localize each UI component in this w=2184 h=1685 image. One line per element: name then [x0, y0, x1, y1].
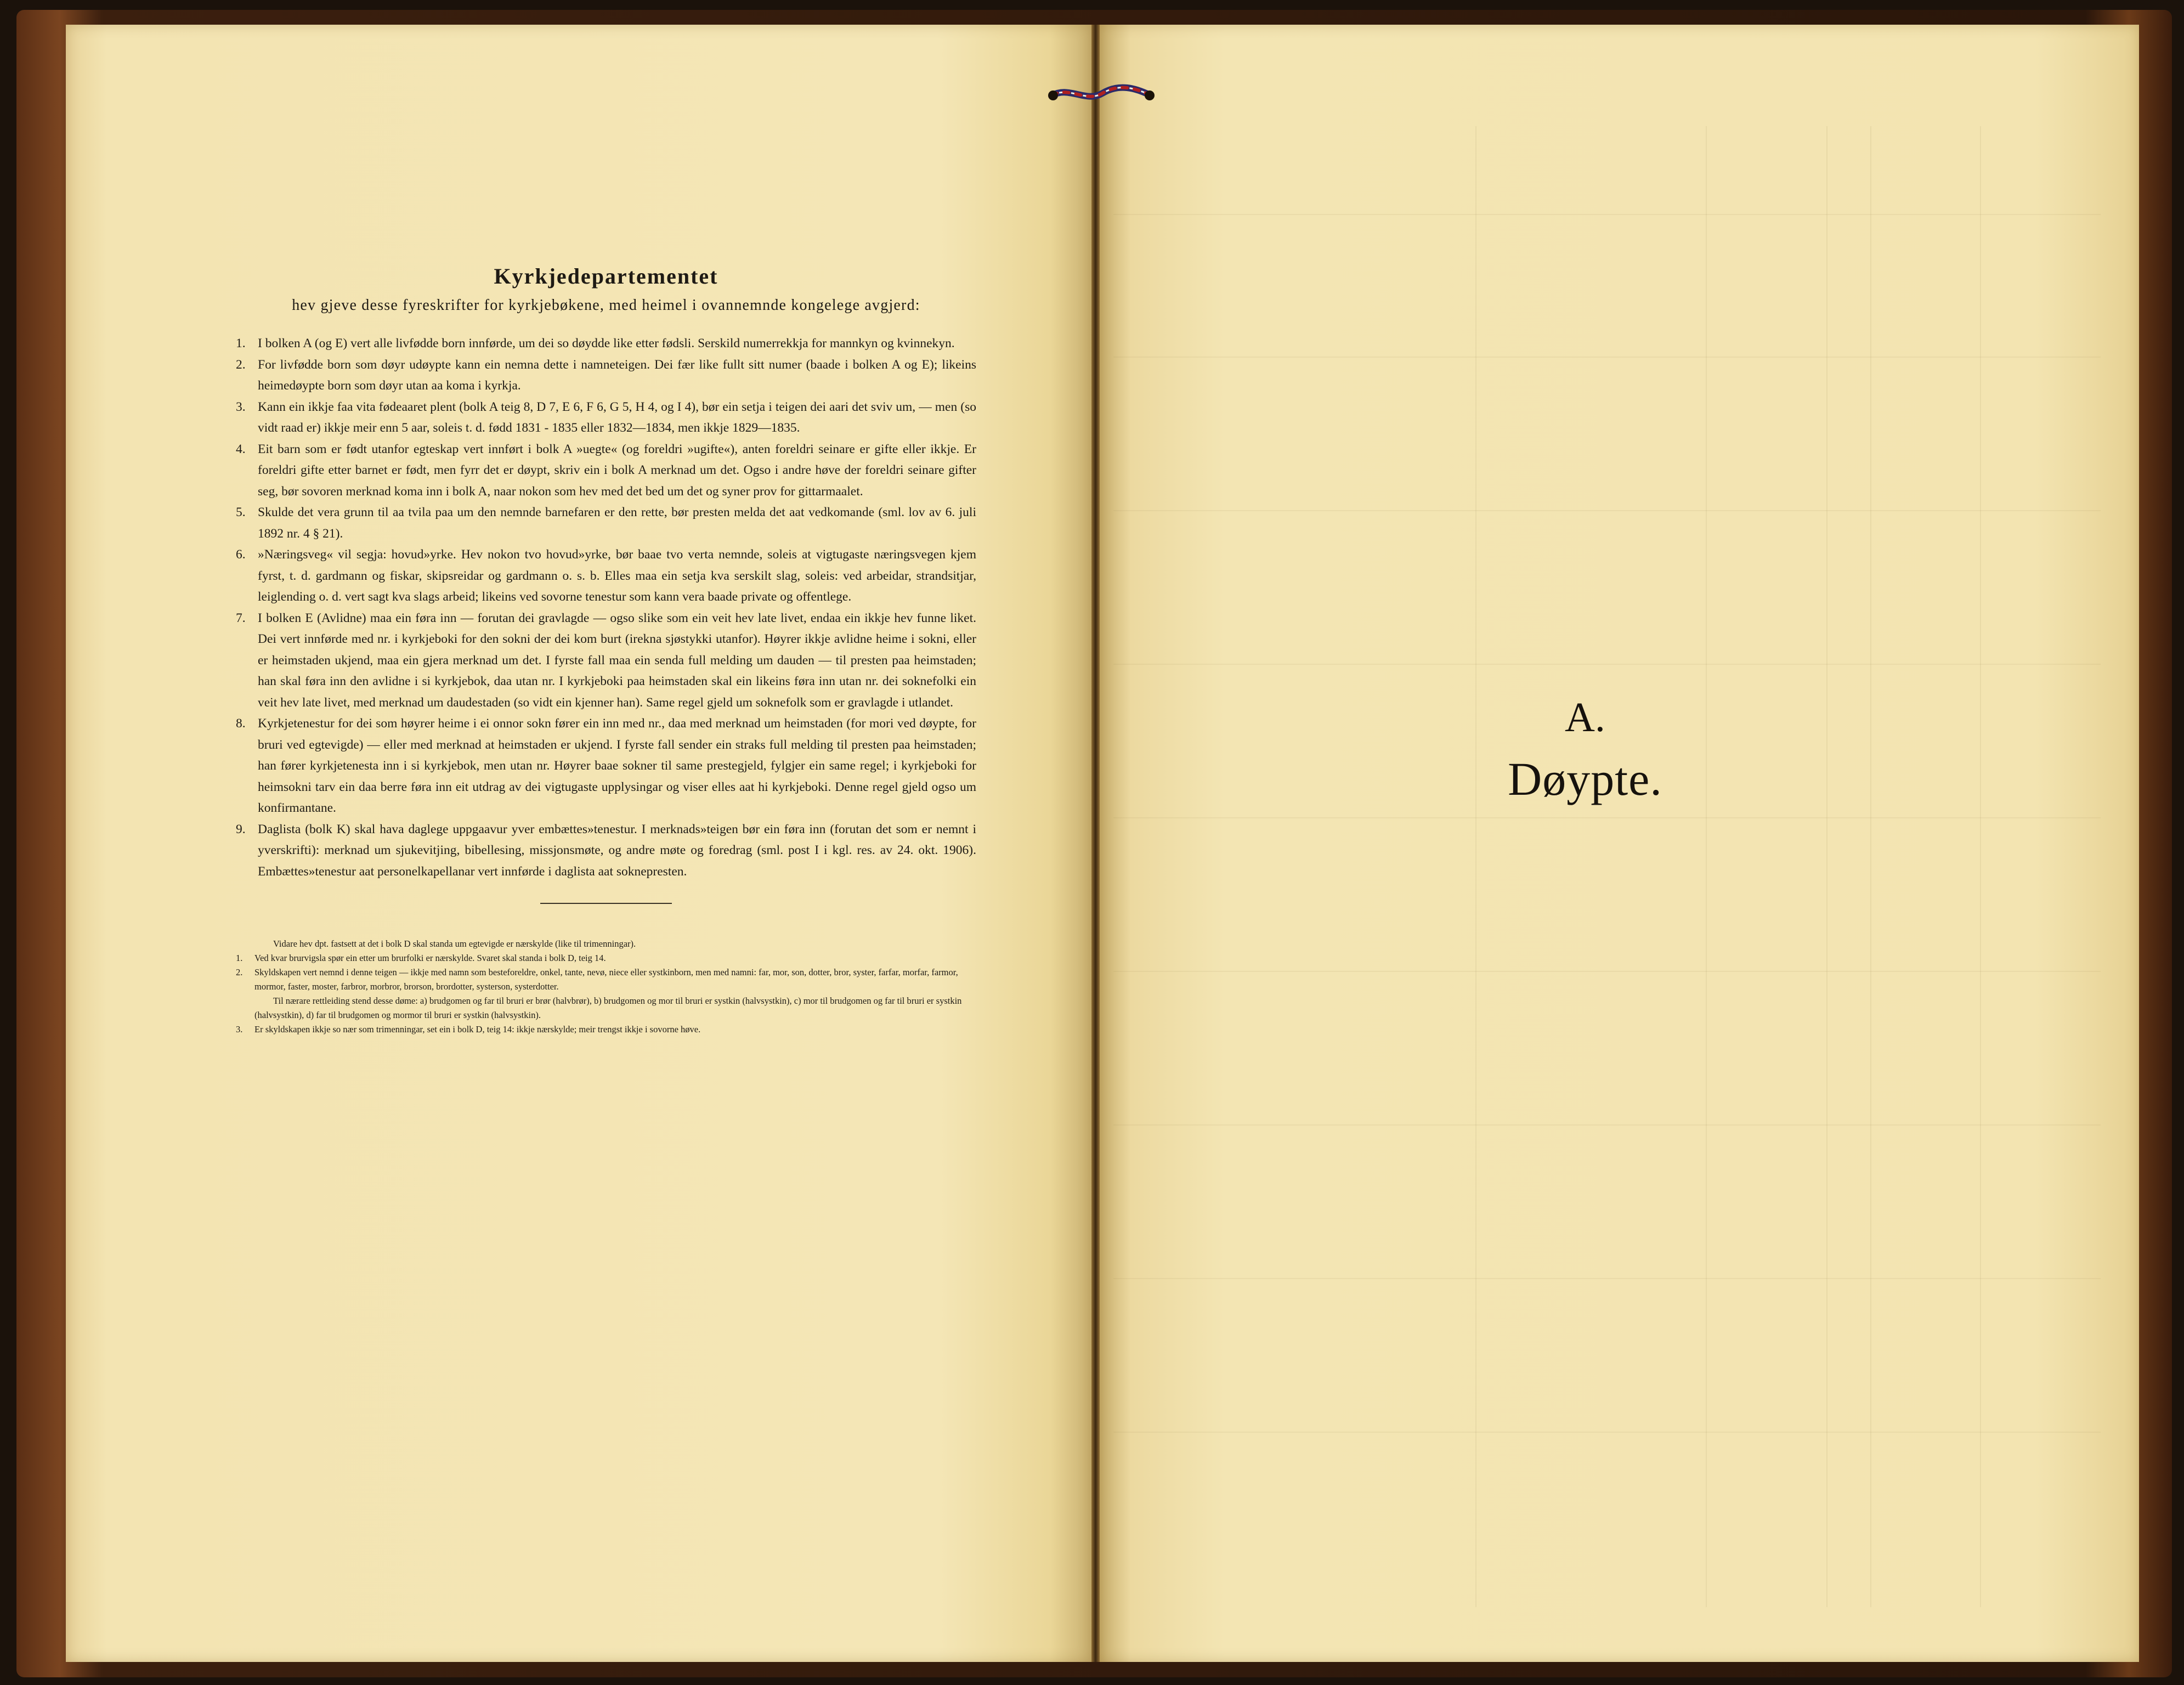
rule-text: Daglista (bolk K) skal hava daglege uppgaavur yver embættes»tenestur. I merknads»teigen bør ein føra inn (forutan det som er nemnt i yverskrifti): merknad um sjukevitjing, bibellesing, missjonsmøte, og andre møte og foredrag (sml. post I i kgl. res. av 24. okt. 1906). Embættes»tenestur aat personelkapellanar vert innførde i daglista aat soknepresten. — [258, 822, 976, 879]
footnote-number: 1. — [236, 953, 243, 963]
rule-number: 7. — [236, 610, 246, 625]
rule-item — [236, 819, 976, 883]
footnote-number — [236, 937, 254, 951]
rule-item — [236, 333, 976, 354]
rule-text: I bolken A (og E) vert alle livfødde born innførde, um dei so døydde like etter fødsli. Serskild numerrekkja for mannkyn og kvinnekyn. — [258, 336, 955, 350]
rule-number: 8. — [236, 716, 246, 731]
page-subheading: hev gjeve desse fyreskrifter for kyrkjebøkene, med heimel i ovannemnde kongelege avgjerd: — [292, 297, 920, 314]
footnote-number: 2. — [236, 967, 243, 977]
rule-text: Eit barn som er født utanfor egteskap vert innført i bolk A »uegte« (og foreldri »ugifte«), anten foreldri seinare er gifte eller ikkje. Er foreldri gifte etter barnet er født, men fyrr det er døypt, skriv ein i bolk A merknad um det. Ogso i andre høve der foreldri seinare gifter seg, bør sovoren merknad koma inn i bolk A, naar nokon som hev med det bed um det og syner prov for gittarmaalet. — [258, 442, 976, 499]
rule-number: 1. — [236, 336, 246, 350]
section-letter: A. — [1565, 694, 1605, 740]
rule-number: 6. — [236, 547, 246, 562]
rule-item — [236, 397, 976, 439]
rule-text: Kyrkjetenestur for dei som høyrer heime i ei onnor sokn fører ein inn med nr., daa med merknad um heimstaden (for mori ved døypte, for bruri ved egtevigde) — eller med merknad at heimstaden er ukjend. I fyrste fall sender ein straks full melding til presten paa heimstaden; han fører kyrkjetenesta inn i si kyrkjebok, men utan nr. Høyrer baae sokner til same prestegjeld, fylgjer ein same regel; i kyrkjeboki for heimsokni tarv ein daa berre føra inn eit utdrag av dei vigtugaste upplysingar og viser elles aat hi kyrkjeboki. Denne regel gjeld ogso um konfirmantane. — [258, 716, 976, 815]
rule-text: »Næringsveg« vil segja: hovud»yrke. Hev nokon tvo hovud»yrke, bør baae tvo verta nemnde, soleis at vigtugaste næringsvegen kjem fyrst, t. d. gardmann og fiskar, skipsreidar og gardmann o. s. b. Elles maa ein setja kva serskilt slag, soleis: ved arbeidar, strandsitjar, leiglending o. d. vert sagt kva slags arbeid; likeins ved sovorne tenestur som kann vera baade private og offentlege. — [258, 547, 976, 604]
footnote-item — [236, 965, 976, 994]
footnote-number — [236, 994, 254, 1022]
regulations-block — [236, 263, 976, 1037]
footnote-text: Skyldskapen vert nemnd i denne teigen — ikkje med namn som besteforeldre, onkel, tante, nevø, niece eller systkinborn, men med namni: far, mor, son, dotter, bror, syster, farfar, morfar, farmor, mormor, faster, moster, farbror, morbror, brorson, brordotter, systerson, systerdotter. — [254, 967, 958, 992]
footnote-text: Er skyldskapen ikkje so nær som trimenningar, set ein i bolk D, teig 14: ikkje nærskylde; meir trengst ikkje i sovorne høve. — [254, 1024, 701, 1034]
book-gutter — [1091, 25, 1100, 1662]
rule-number: 2. — [236, 357, 246, 372]
footnote-item — [236, 951, 976, 965]
section-title: Døypte. — [1508, 753, 1662, 805]
footnote-item — [236, 1022, 976, 1037]
footnote-item — [236, 937, 976, 951]
rule-number: 4. — [236, 442, 246, 456]
rule-item — [236, 713, 976, 819]
binding-thread-icon — [1048, 81, 1155, 109]
rule-text: Skulde det vera grunn til aa tvila paa um den nemnde barnefaren er den rette, bør presten melda det aat vedkomande (sml. lov av 6. juli 1892 nr. 4 § 21). — [258, 505, 976, 541]
rule-item — [236, 354, 976, 397]
rules-list — [236, 333, 976, 882]
rule-number: 9. — [236, 822, 246, 836]
section-divider — [540, 903, 672, 904]
rule-item — [236, 439, 976, 502]
rule-item — [236, 544, 976, 608]
rule-text: For livfødde born som døyr udøypte kann ein nemna dette i namneteigen. Dei fær like fullt sitt numer (baade i bolken A og E); likeins heimedøypte born som døyr utan aa koma i kyrkja. — [258, 357, 976, 393]
right-page — [1100, 25, 2139, 1662]
rule-item — [236, 608, 976, 714]
footnotes-list — [236, 937, 976, 1037]
rule-number: 3. — [236, 399, 246, 414]
rule-text: Kann ein ikkje faa vita fødeaaret plent (bolk A teig 8, D 7, E 6, F 6, G 5, H 4, og I 4), bør ein setja i teigen dei aari det sviv um, — men (so vidt raad er) ikkje meir enn 5 aar, soleis t. d. fødd 1831 - 1835 eller 1832—1834, men ikkje 1829—1835. — [258, 399, 976, 435]
rule-item — [236, 502, 976, 544]
rule-text: I bolken E (Avlidne) maa ein føra inn — forutan dei gravlagde — ogso slike som ein veit hev late livet, endaa ein ikkje hev funne liket. Dei vert innførde med nr. i kyrkjeboki for den sokni der dei kom burt (irekna sjøstykki utanfor). Høyrer ikkje avlidne heime i sokni, eller er heimstaden ukjend, maa ein gjera merknad um det. I fyrste fall maa ein senda full melding um dauden — til presten paa heimstaden; han skal føra inn den avlidne i si kyrkjebok, daa utan nr. I kyrkjeboki paa heimstaden skal ein likeins føra inn utan nr. dei soknefolki ein veit hev late livet, med merknad um daudestaden (so vidt ein kjenner han). Same regel gjeld um soknefolk som er gravlagde i utlandet. — [258, 610, 976, 710]
footnote-number: 3. — [236, 1024, 243, 1034]
footnote-text: Til nærare rettleiding stend desse døme: a) brudgomen og far til bruri er brør (halvbrør), b) brudgomen og mor til bruri er systkin (halvsystkin), c) mor til brudgomen og far til bruri er systkin (halvsystkin), d) far til brudgomen og mormor til bruri er systkin (halvsystkin). — [254, 996, 962, 1020]
rule-number: 5. — [236, 505, 246, 519]
page-heading: Kyrkjedepartementet — [494, 264, 718, 289]
footnote-item — [236, 994, 976, 1022]
footnote-text: Vidare hev dpt. fastsett at det i bolk D skal standa um egtevigde er nærskylde (like til trimenningar). — [273, 938, 636, 949]
footnote-text: Ved kvar brurvigsla spør ein etter um brurfolki er nærskylde. Svaret skal standa i bolk D, teig 14. — [254, 953, 606, 963]
